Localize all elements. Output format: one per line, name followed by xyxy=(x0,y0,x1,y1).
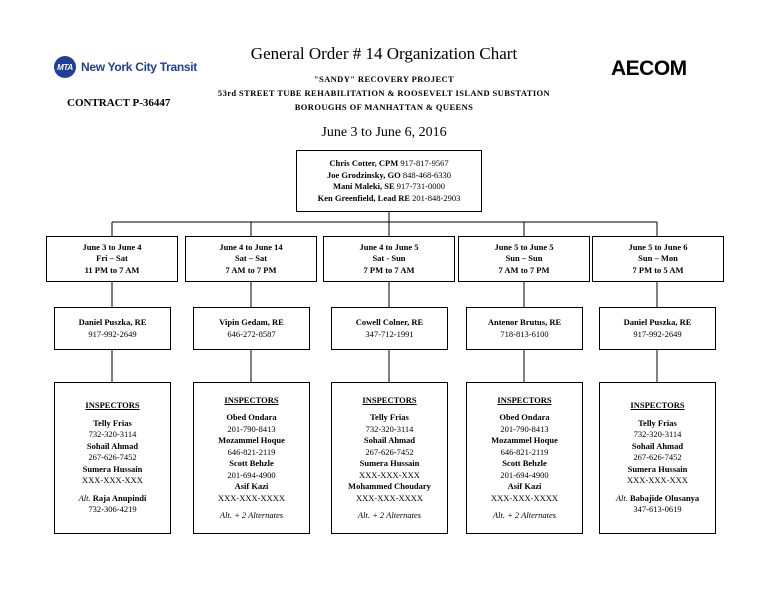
alternate-inspector: Alt. Babajide Olusanya xyxy=(615,492,700,503)
alternate-note: Alt. + 2 Alternates xyxy=(492,510,557,520)
shift-box: June 4 to June 14 Sat – Sat 7 AM to 7 PM xyxy=(185,236,317,282)
resident-engineer-box: Daniel Puszka, RE 917-992-2649 xyxy=(599,307,716,350)
management-line: Mani Maleki, SE 917-731-0000 xyxy=(333,181,445,191)
project-scope: 53rd STREET TUBE REHABILITATION & ROOSEVELT ISLAND SUBSTATION xyxy=(217,88,551,98)
aecom-logo: AECOM xyxy=(611,57,687,80)
alternate-inspector: Alt. Raja Anupindi xyxy=(78,492,147,503)
inspectors-box: INSPECTORS Obed Ondara 201-790-8413 Mozammel Hoque 646-821-2119 Scott Behzle 201-694-4900 Asif Kazi XXX-XXX-XXXX Alt. + 2 Alternates xyxy=(466,382,583,534)
inspectors-box: INSPECTORS Telly Frias 732-320-3114 Sohail Ahmad 267-626-7452 Sumera Hussain XXX-XXX-XXX Alt. Raja Anupindi 732-306-4219 xyxy=(54,382,171,534)
inspectors-box: INSPECTORS Telly Frias 732-320-3114 Sohail Ahmad 267-626-7452 Sumera Hussain XXX-XXX-XXX Alt. Babajide Olusanya 347-613-0619 xyxy=(599,382,716,534)
nyct-logo-text: New York City Transit xyxy=(81,60,197,74)
management-box xyxy=(296,150,482,212)
project-name: "SANDY" RECOVERY PROJECT xyxy=(313,74,455,84)
chart-title: General Order # 14 Organization Chart xyxy=(250,44,518,63)
resident-engineer-box: Cowell Colner, RE 347-712-1991 xyxy=(331,307,448,350)
resident-engineer-box: Vipin Gedam, RE 646-272-8587 xyxy=(193,307,310,350)
management-line: Chris Cotter, CPM 917-817-9567 xyxy=(329,158,449,168)
resident-engineer-box: Daniel Puszka, RE 917-992-2649 xyxy=(54,307,171,350)
inspectors-box: INSPECTORS Telly Frias 732-320-3114 Sohail Ahmad 267-626-7452 Sumera Hussain XXX-XXX-XXX Mohammed Choudary XXX-XXX-XXXX Alt. + 2 Alternates xyxy=(331,382,448,534)
shift-box: June 5 to June 6 Sun – Mon 7 PM to 5 AM xyxy=(592,236,724,282)
inspectors-box: INSPECTORS Obed Ondara 201-790-8413 Mozammel Hoque 646-821-2119 Scott Behzle 201-694-4900 Asif Kazi XXX-XXX-XXXX Alt. + 2 Alternates xyxy=(193,382,310,534)
contract-number: CONTRACT P-36447 xyxy=(67,97,171,109)
management-line: Joe Grodzinsky, GO 848-468-6330 xyxy=(326,169,452,180)
shift-box: June 5 to June 5 Sun – Sun 7 AM to 7 PM xyxy=(458,236,590,282)
alternate-note: Alt. + 2 Alternates xyxy=(219,510,284,520)
alternate-note: Alt. + 2 Alternates xyxy=(357,510,422,520)
resident-engineer-box: Antenor Brutus, RE 718-813-6100 xyxy=(466,307,583,350)
shift-box: June 4 to June 5 Sat - Sun 7 PM to 7 AM xyxy=(323,236,455,282)
mta-logo-icon: MTA xyxy=(54,56,76,78)
date-range: June 3 to June 6, 2016 xyxy=(321,125,447,140)
shift-box: June 3 to June 4 Fri – Sat 11 PM to 7 AM xyxy=(46,236,178,282)
project-location: BOROUGHS OF MANHATTAN & QUEENS xyxy=(294,102,474,112)
management-line: Ken Greenfield, Lead RE 201-848-2903 xyxy=(317,192,461,203)
